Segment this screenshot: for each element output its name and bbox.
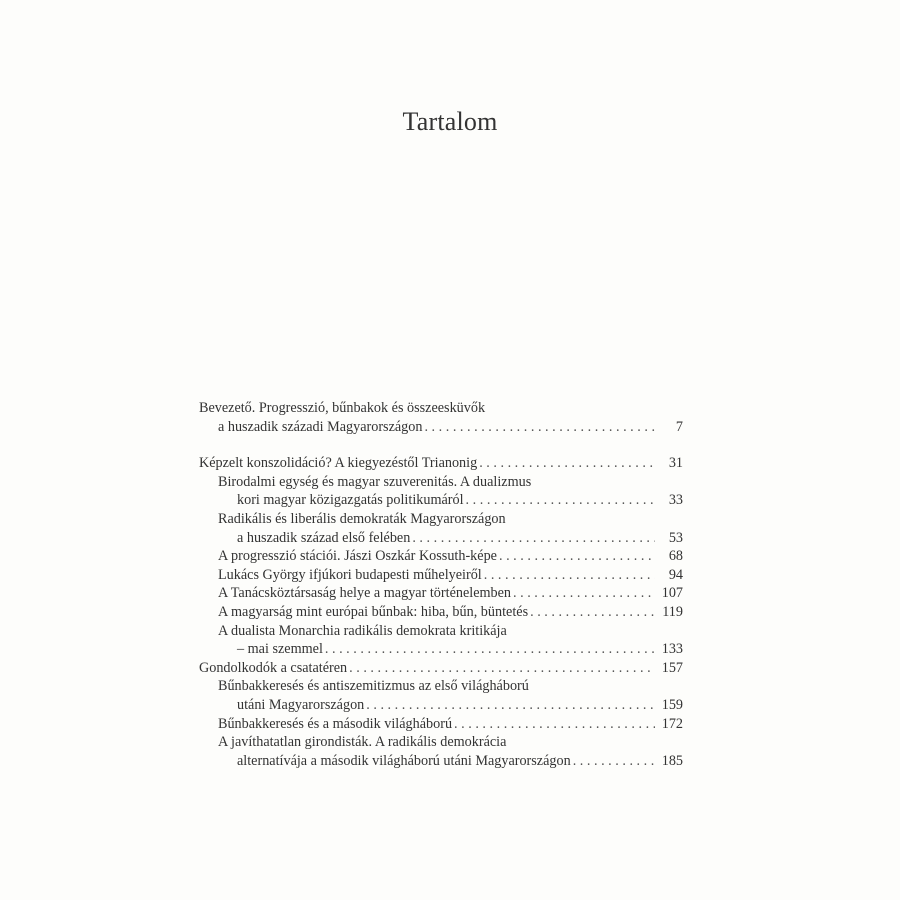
toc-entry-text: Képzelt konszolidáció? A kiegyezéstől Trianonig xyxy=(199,455,478,472)
toc-entry-line xyxy=(199,677,683,696)
toc-entry-line xyxy=(199,603,683,622)
toc-entry-text: Radikális és liberális demokraták Magyarországon xyxy=(218,510,506,527)
toc-entry-text: Birodalmi egység és magyar szuverenitás. A dualizmus xyxy=(218,473,532,490)
toc-entry-line xyxy=(199,715,683,734)
toc-entry-line xyxy=(199,622,683,641)
toc-entry xyxy=(199,510,683,547)
toc-entry-line xyxy=(199,547,683,566)
toc-entry xyxy=(199,399,683,436)
dot-leader xyxy=(513,584,655,603)
toc-entry-text: Gondolkodók a csatatéren xyxy=(199,659,348,676)
toc-page-number: 33 xyxy=(668,492,683,509)
dot-leader xyxy=(484,566,655,585)
table-of-contents xyxy=(199,399,683,770)
toc-page-number: 7 xyxy=(675,418,683,435)
toc-entry-text: A javíthatatlan girondisták. A radikális demokrácia xyxy=(218,734,507,751)
toc-entry-line xyxy=(199,566,683,585)
dot-leader xyxy=(530,603,655,622)
toc-entry-text: A magyarság mint európai bűnbak: hiba, bűn, büntetés xyxy=(218,603,529,620)
toc-entry xyxy=(199,677,683,714)
toc-entry-text: – mai szemmel xyxy=(237,641,323,658)
toc-entry-line xyxy=(199,696,683,715)
toc-page-number: 107 xyxy=(661,585,683,602)
toc-entry-line xyxy=(199,418,683,437)
toc-entry xyxy=(199,603,683,622)
dot-leader xyxy=(412,529,655,548)
toc-entry-text: Lukács György ifjúkori budapesti műhelyeiről xyxy=(218,566,482,583)
toc-page-number: 159 xyxy=(661,696,683,713)
toc-page-number: 119 xyxy=(662,603,683,620)
toc-entry-line xyxy=(199,659,683,678)
toc-entry-text: kori magyar közigazgatás politikumáról xyxy=(237,492,464,509)
toc-entry-text: A progresszió stációi. Jászi Oszkár Kossuth-képe xyxy=(218,548,497,565)
toc-entry xyxy=(199,473,683,510)
toc-entry xyxy=(199,454,683,473)
toc-entry xyxy=(199,715,683,734)
dot-leader xyxy=(366,696,655,715)
toc-entry xyxy=(199,733,683,770)
dot-leader xyxy=(424,418,655,437)
dot-leader xyxy=(454,715,655,734)
toc-entry-text: Bevezető. Progresszió, bűnbakok és összeesküvők xyxy=(199,400,486,416)
toc-page-number: 31 xyxy=(668,455,683,472)
dot-leader xyxy=(499,547,655,566)
toc-page-number: 157 xyxy=(661,659,683,676)
toc-entry-text: a huszadik századi Magyarországon xyxy=(218,418,423,435)
dot-leader xyxy=(573,752,655,771)
toc-entry xyxy=(199,566,683,585)
toc-page-number: 185 xyxy=(661,752,683,769)
toc-entry-line xyxy=(199,733,683,752)
page-title: Tartalom xyxy=(402,107,498,136)
toc-entry-line xyxy=(199,584,683,603)
toc-page-number: 53 xyxy=(668,529,683,546)
toc-entry xyxy=(199,659,683,678)
toc-entry-line xyxy=(199,510,683,529)
toc-entry-text: Bűnbakkeresés és antiszemitizmus az első világháború xyxy=(218,678,529,695)
toc-entry-line xyxy=(199,529,683,548)
toc-entry xyxy=(199,547,683,566)
toc-entry-text: A Tanácsköztársaság helye a magyar történelemben xyxy=(218,585,512,602)
toc-entry-text: A dualista Monarchia radikális demokrata kritikája xyxy=(218,622,507,639)
toc-entry-line xyxy=(199,752,683,771)
toc-entry-line xyxy=(199,454,683,473)
dot-leader xyxy=(466,491,655,510)
toc-entry-line xyxy=(199,491,683,510)
toc-page-number: 68 xyxy=(668,548,683,565)
toc-entry-line xyxy=(199,399,683,418)
toc-entry-text: Bűnbakkeresés és a második világháború xyxy=(218,715,453,732)
dot-leader xyxy=(479,454,655,473)
toc-entry-text: utáni Magyarországon xyxy=(237,696,365,713)
dot-leader xyxy=(349,659,655,678)
toc-page-number: 172 xyxy=(661,715,683,732)
toc-entry-text: alternatívája a második világháború utáni Magyarországon xyxy=(237,752,571,769)
toc-entry-line xyxy=(199,473,683,492)
toc-entry xyxy=(199,584,683,603)
dot-leader xyxy=(325,640,655,659)
toc-page-number: 94 xyxy=(668,566,683,583)
toc-entry xyxy=(199,622,683,659)
toc-page-number: 133 xyxy=(661,641,683,658)
toc-entry-line xyxy=(199,640,683,659)
toc-entry-text: a huszadik század első felében xyxy=(237,529,411,546)
